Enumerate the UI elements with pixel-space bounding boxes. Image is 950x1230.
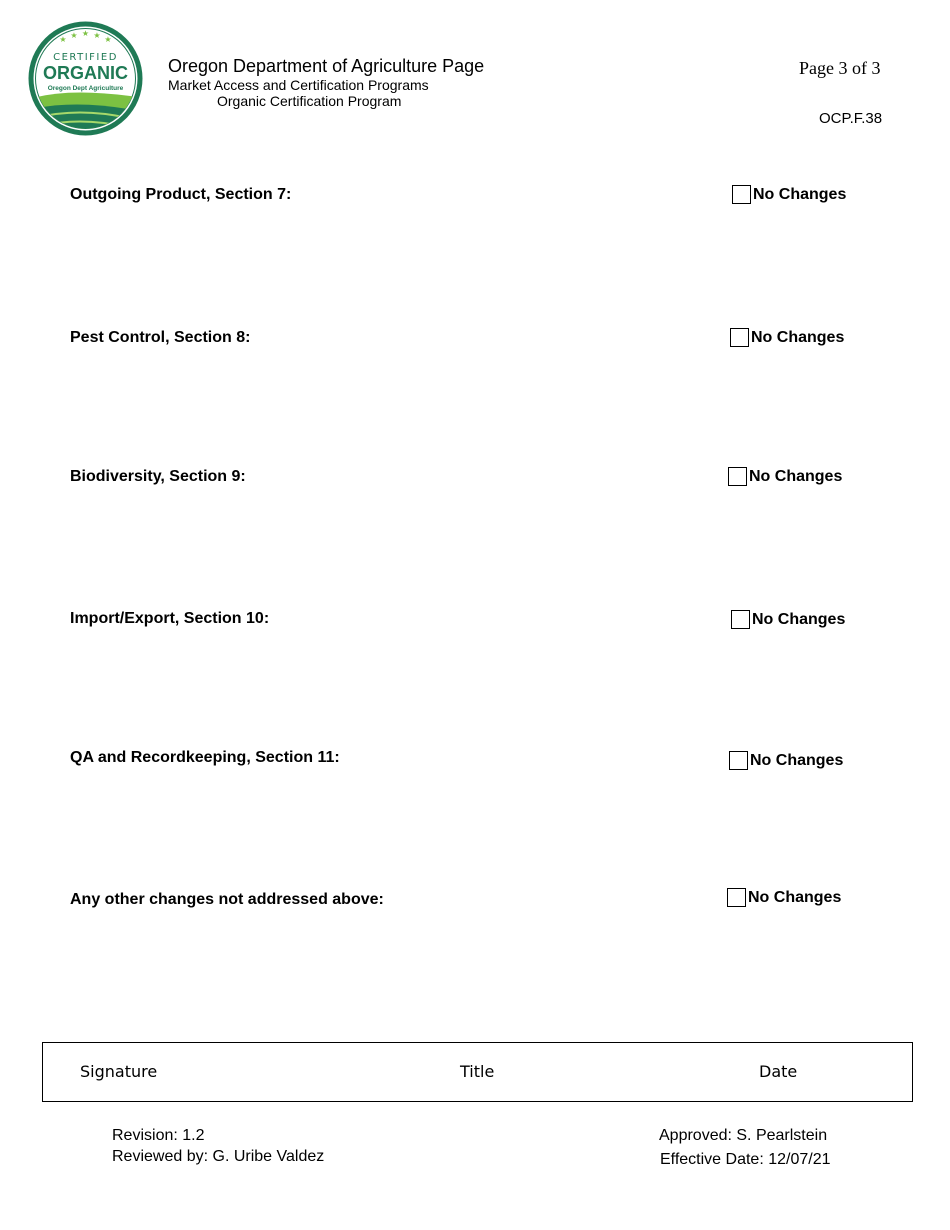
svg-text:★: ★ <box>93 31 101 40</box>
no-changes-row <box>730 328 844 347</box>
no-changes-checkbox[interactable] <box>729 751 748 770</box>
no-changes-checkbox[interactable] <box>727 888 746 907</box>
no-changes-label: No Changes <box>748 888 842 906</box>
no-changes-checkbox[interactable] <box>728 467 747 486</box>
program-subtitle: Market Access and Certification Programs <box>168 77 429 93</box>
logo-seal-icon <box>27 20 144 137</box>
no-changes-checkbox[interactable] <box>730 328 749 347</box>
no-changes-label: No Changes <box>749 467 843 485</box>
no-changes-label: No Changes <box>750 751 844 769</box>
no-changes-row <box>729 751 843 770</box>
no-changes-label: No Changes <box>752 610 846 628</box>
signature-label: Signature <box>80 1062 158 1081</box>
no-changes-checkbox[interactable] <box>731 610 750 629</box>
date-label: Date <box>759 1062 798 1081</box>
section-label-outgoing-product: Outgoing Product, Section 7: <box>70 186 292 203</box>
page-number: Page 3 of 3 <box>799 58 881 78</box>
signature-block[interactable] <box>42 1042 913 1102</box>
no-changes-row <box>727 888 841 907</box>
no-changes-label: No Changes <box>753 185 847 203</box>
no-changes-label: No Changes <box>751 328 845 346</box>
section-label-other-changes: Any other changes not addressed above: <box>70 891 384 908</box>
revision-number: Revision: 1.2 <box>112 1127 205 1144</box>
svg-text:★: ★ <box>59 35 67 44</box>
svg-text:CERTIFIED: CERTIFIED <box>53 52 118 63</box>
section-label-biodiversity: Biodiversity, Section 9: <box>70 468 246 485</box>
title-label: Title <box>460 1062 495 1081</box>
section-label-import-export: Import/Export, Section 10: <box>70 610 270 627</box>
svg-text:★: ★ <box>81 29 90 38</box>
certified-organic-logo <box>27 20 144 137</box>
section-label-pest-control: Pest Control, Section 8: <box>70 329 251 346</box>
no-changes-row <box>731 610 845 629</box>
no-changes-row <box>728 467 842 486</box>
svg-text:★: ★ <box>104 35 112 44</box>
reviewed-by: Reviewed by: G. Uribe Valdez <box>112 1148 325 1165</box>
svg-text:ORGANIC: ORGANIC <box>43 63 128 83</box>
certification-program-subtitle: Organic Certification Program <box>217 93 402 109</box>
effective-date: Effective Date: 12/07/21 <box>660 1151 831 1168</box>
svg-text:Oregon Dept Agriculture: Oregon Dept Agriculture <box>47 85 124 92</box>
no-changes-row <box>732 185 846 204</box>
section-label-qa-recordkeeping: QA and Recordkeeping, Section 11: <box>70 749 340 766</box>
agency-title: Oregon Department of Agriculture Page <box>168 56 485 76</box>
approved-by: Approved: S. Pearlstein <box>659 1127 828 1144</box>
svg-text:★: ★ <box>70 31 78 40</box>
form-id: OCP.F.38 <box>819 110 883 127</box>
no-changes-checkbox[interactable] <box>732 185 751 204</box>
